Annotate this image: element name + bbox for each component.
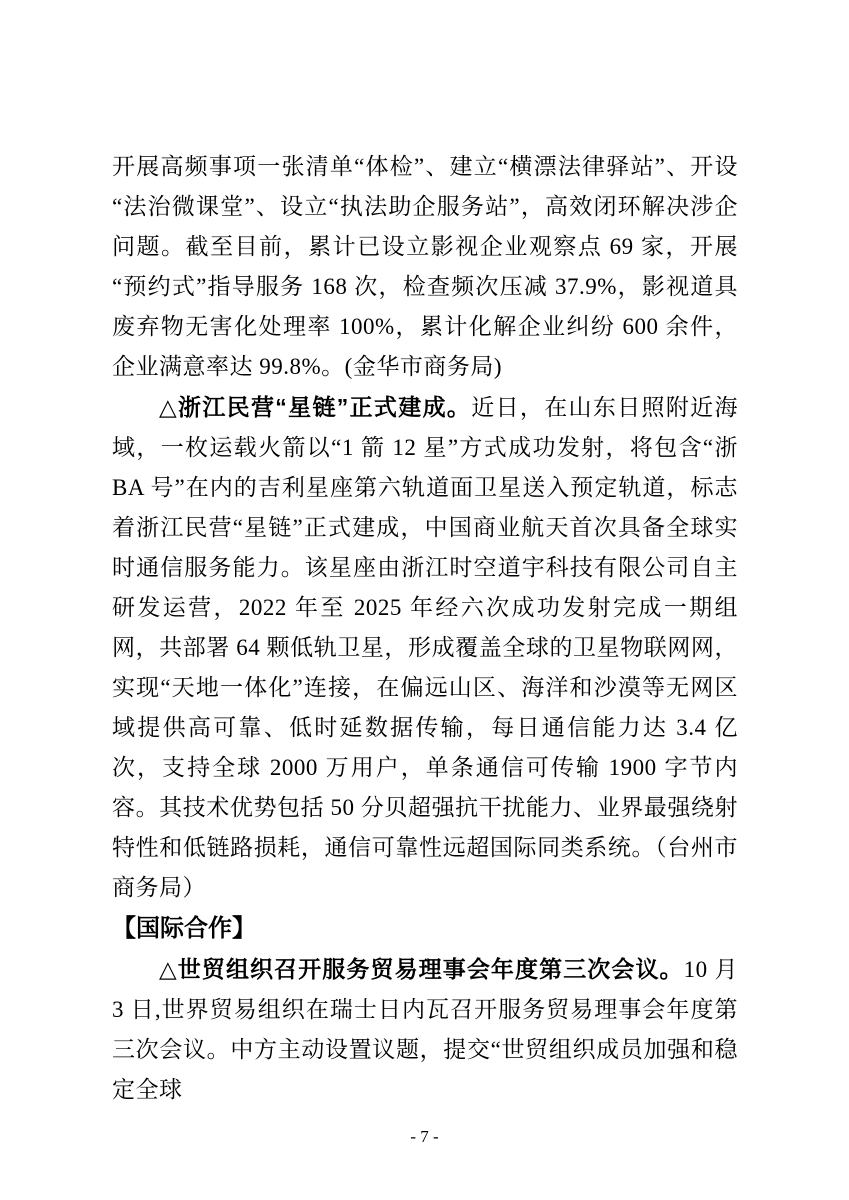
paragraph-text: 10 月 3 日,世界贸易组织在瑞士日内瓦召开服务贸易理事会年度第三次会议。中方主动设置议题，提交“世贸组织成员加强和稳定全球	[112, 957, 738, 1102]
paragraph-zhejiang-starlink	[112, 387, 738, 908]
paragraph-wto-council	[112, 949, 738, 1110]
paragraph-lead: △浙江民营“星链”正式建成。	[159, 394, 472, 420]
section-heading-international-cooperation: 【国际合作】	[112, 915, 256, 942]
paragraph-lead: △世贸组织召开服务贸易理事会年度第三次会议。	[159, 956, 684, 982]
page-number: - 7 -	[410, 1127, 439, 1146]
document-content	[112, 147, 738, 1110]
paragraph-text: 开展高频事项一张清单“体检”、建立“横漂法律驿站”、开设“法治微课堂”、设立“执法助企服务站”，高效闭环解决涉企问题。截至目前，累计已设立影视企业观察点 69 家，开展“预约式”指导服务 168 次，检查频次压减 37.9%，影视道具废弃物无害化处理率 100%，累计化解企业纠纷 600 余件，企业满意率达 99.8%。(金华市商务局)	[112, 154, 738, 379]
paragraph-jinhua	[112, 147, 738, 387]
paragraph-text: 近日，在山东日照附近海域，一枚运载火箭以“1 箭 12 星”方式成功发射，将包含“浙 BA 号”在内的吉利星座第六轨道面卫星送入预定轨道，标志着浙江民营“星链”正式建成，中国商业航天首次具备全球实时通信服务能力。该星座由浙江时空道宇科技有限公司自主研发运营，2022 年至 2025 年经六次成功发射完成一期组网，共部署 64 颗低轨卫星，形成覆盖全球的卫星物联网网，实现“天地一体化”连接，在偏远山区、海洋和沙漠等无网区域提供高可靠、低时延数据传输，每日通信能力达 3.4 亿次，支持全球 2000 万用户，单条通信可传输 1900 字节内容。其技术优势包括 50 分贝超强抗干扰能力、业界最强绕射特性和低链路损耗，通信可靠性远超国际同类系统。（台州市商务局）	[112, 395, 738, 900]
